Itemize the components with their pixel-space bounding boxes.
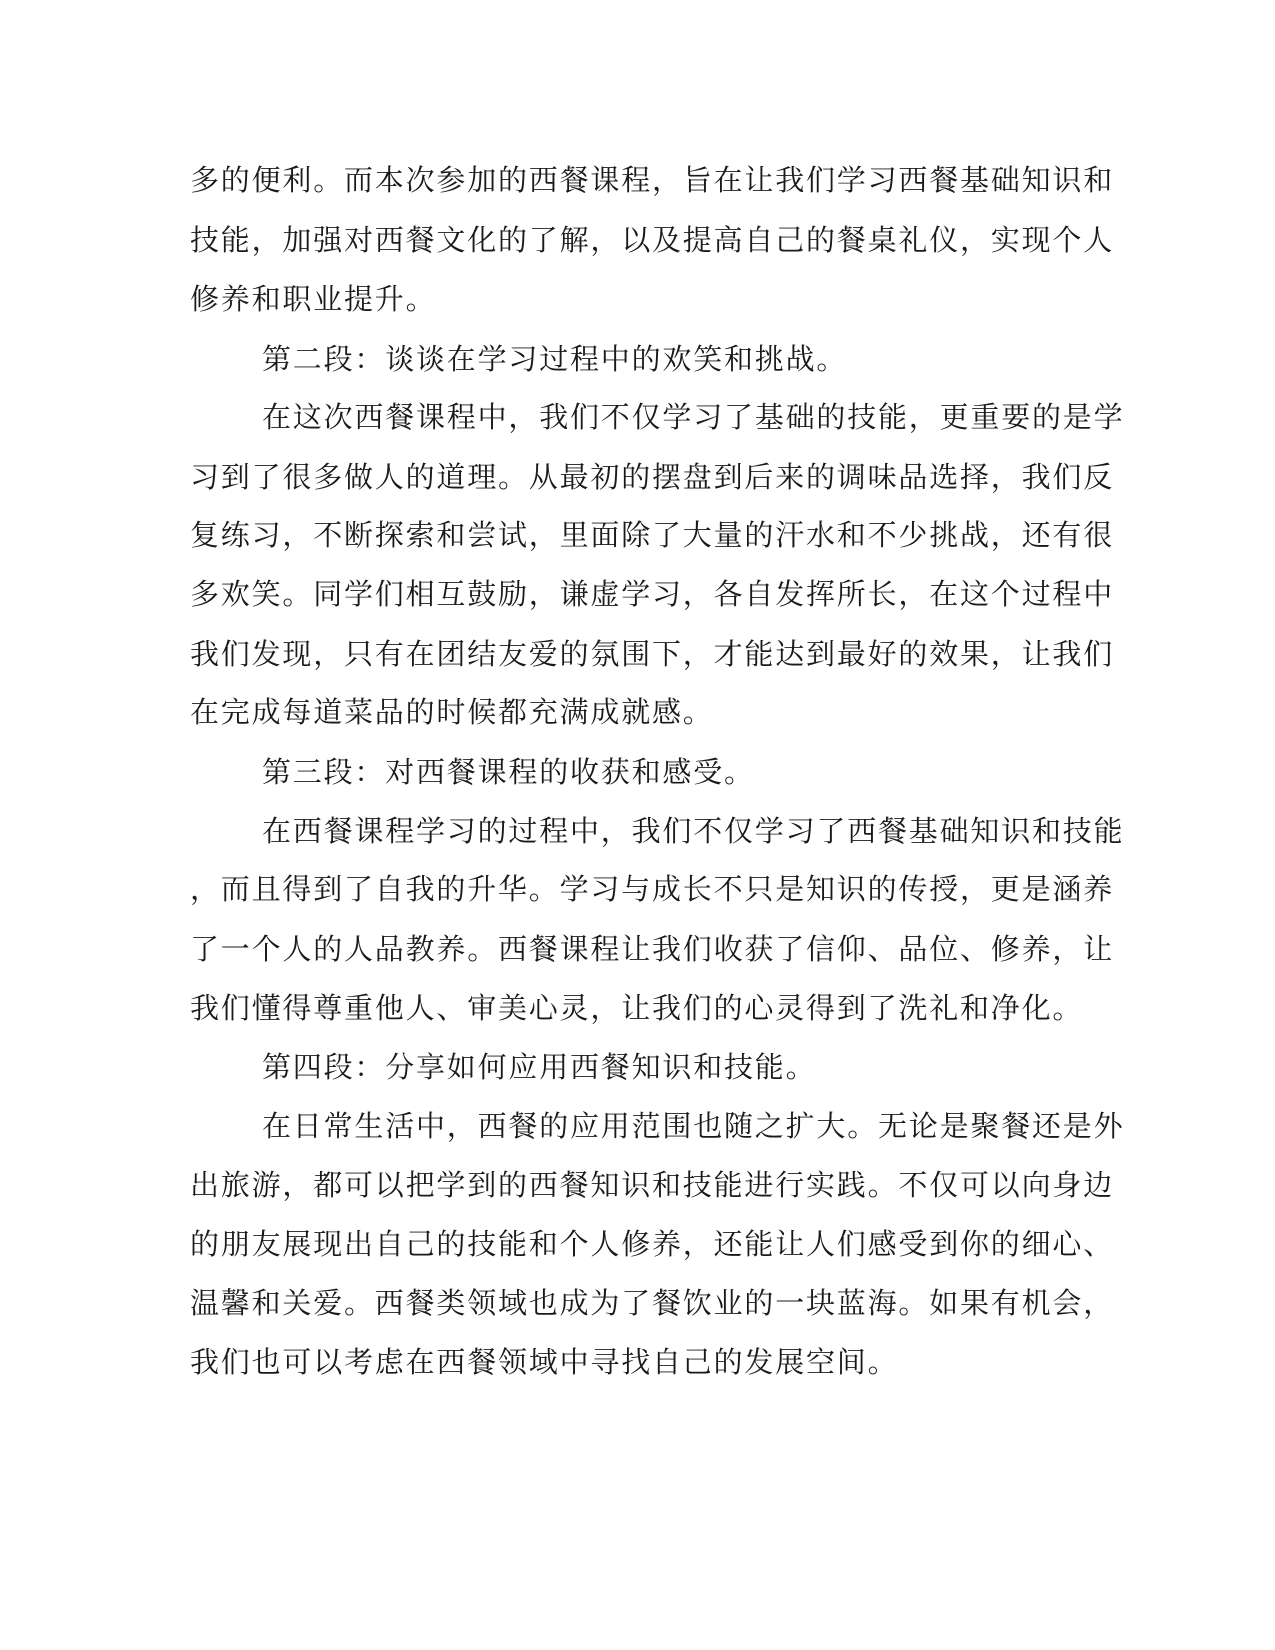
text-line: 在这次西餐课程中，我们不仅学习了基础的技能，更重要的是学 (262, 400, 1125, 434)
text-line: 在西餐课程学习的过程中，我们不仅学习了西餐基础知识和技能 (262, 814, 1125, 848)
text-line: ，而且得到了自我的升华。学习与成长不只是知识的传授，更是涵养 (190, 872, 1115, 906)
section-heading: 第三段：对西餐课程的收获和感受。 (262, 755, 755, 789)
section-heading: 第四段：分享如何应用西餐知识和技能。 (262, 1050, 817, 1084)
text-line: 在日常生活中，西餐的应用范围也随之扩大。无论是聚餐还是外 (262, 1109, 1125, 1143)
text-line: 温馨和关爱。西餐类领域也成为了餐饮业的一块蓝海。如果有机会， (190, 1286, 1115, 1320)
text-line: 修养和职业提升。 (190, 282, 437, 316)
text-line: 了一个人的人品教养。西餐课程让我们收获了信仰、品位、修养，让 (190, 932, 1115, 966)
text-line: 出旅游，都可以把学到的西餐知识和技能进行实践。不仅可以向身边 (190, 1168, 1115, 1202)
text-line: 复练习，不断探索和尝试，里面除了大量的汗水和不少挑战，还有很 (190, 518, 1115, 552)
text-line: 多的便利。而本次参加的西餐课程，旨在让我们学习西餐基础知识和 (190, 163, 1115, 197)
text-line: 的朋友展现出自己的技能和个人修养，还能让人们感受到你的细心、 (190, 1227, 1115, 1261)
text-line: 技能，加强对西餐文化的了解，以及提高自己的餐桌礼仪，实现个人 (190, 223, 1115, 257)
text-line: 在完成每道菜品的时候都充满成就感。 (190, 695, 714, 729)
text-line: 我们也可以考虑在西餐领域中寻找自己的发展空间。 (190, 1345, 899, 1379)
text-line: 习到了很多做人的道理。从最初的摆盘到后来的调味品选择，我们反 (190, 460, 1115, 494)
text-line: 我们发现，只有在团结友爱的氛围下，才能达到最好的效果，让我们 (190, 637, 1115, 671)
text-line: 多欢笑。同学们相互鼓励，谦虚学习，各自发挥所长，在这个过程中 (190, 577, 1115, 611)
text-line: 我们懂得尊重他人、审美心灵，让我们的心灵得到了洗礼和净化。 (190, 991, 1084, 1025)
section-heading: 第二段：谈谈在学习过程中的欢笑和挑战。 (262, 342, 848, 376)
